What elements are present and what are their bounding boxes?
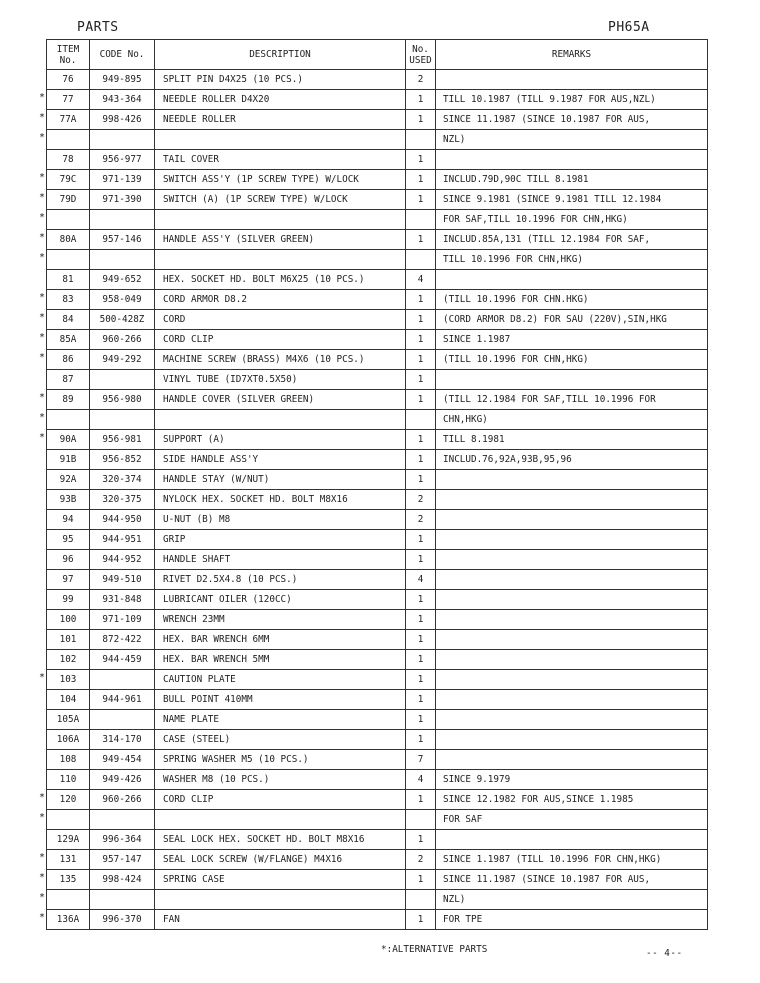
alternative-part-marker: * (38, 192, 46, 203)
code-no-cell (90, 890, 155, 910)
no-used-cell: 1 (406, 690, 436, 710)
table-header-row (47, 40, 708, 70)
item-no-cell (47, 810, 90, 830)
item-no-cell: 96 (47, 550, 90, 570)
no-used-cell: 1 (406, 550, 436, 570)
table-row (47, 650, 708, 670)
table-row (47, 350, 708, 370)
description-cell: CAUTION PLATE (155, 670, 406, 690)
description-cell (155, 250, 406, 270)
alternative-part-marker: * (38, 312, 46, 323)
description-cell: LUBRICANT OILER (120CC) (155, 590, 406, 610)
no-used-cell: 2 (406, 490, 436, 510)
no-used-cell: 1 (406, 730, 436, 750)
code-no-cell: 949-510 (90, 570, 155, 590)
remarks-cell (436, 470, 708, 490)
no-used-cell: 1 (406, 390, 436, 410)
remarks-cell (436, 550, 708, 570)
table-row (47, 490, 708, 510)
no-used-cell: 1 (406, 110, 436, 130)
code-no-cell: 944-459 (90, 650, 155, 670)
description-cell: GRIP (155, 530, 406, 550)
item-no-cell: 76 (47, 70, 90, 90)
no-used-cell: 2 (406, 70, 436, 90)
description-cell: CORD CLIP (155, 790, 406, 810)
no-used-cell (406, 410, 436, 430)
code-no-cell: 971-139 (90, 170, 155, 190)
item-no-cell: 89 (47, 390, 90, 410)
remarks-cell: FOR SAF (436, 810, 708, 830)
no-used-cell (406, 210, 436, 230)
alternative-part-marker: * (38, 892, 46, 903)
table-row (47, 670, 708, 690)
alternative-part-marker: * (38, 812, 46, 823)
remarks-cell: (CORD ARMOR D8.2) FOR SAU (220V),SIN,HKG (436, 310, 708, 330)
table-row (47, 870, 708, 890)
no-used-cell (406, 130, 436, 150)
table-row (47, 530, 708, 550)
description-cell: HEX. BAR WRENCH 5MM (155, 650, 406, 670)
no-used-cell (406, 250, 436, 270)
item-no-cell: 95 (47, 530, 90, 550)
code-no-cell: 957-147 (90, 850, 155, 870)
alternative-part-marker: * (38, 392, 46, 403)
item-no-cell: 86 (47, 350, 90, 370)
remarks-cell: SINCE 1.1987 (TILL 10.1996 FOR CHN,HKG) (436, 850, 708, 870)
table-row (47, 550, 708, 570)
remarks-cell (436, 610, 708, 630)
code-no-cell: 943-364 (90, 90, 155, 110)
description-cell: HANDLE STAY (W/NUT) (155, 470, 406, 490)
code-no-cell: 996-370 (90, 910, 155, 930)
no-used-cell: 1 (406, 650, 436, 670)
item-no-cell: 108 (47, 750, 90, 770)
col-no-used: No. USED (406, 40, 436, 70)
description-cell: SWITCH (A) (1P SCREW TYPE) W/LOCK (155, 190, 406, 210)
description-cell: CORD CLIP (155, 330, 406, 350)
remarks-cell: INCLUD.76,92A,93B,95,96 (436, 450, 708, 470)
no-used-cell: 1 (406, 470, 436, 490)
description-cell: TAIL COVER (155, 150, 406, 170)
code-no-cell (90, 210, 155, 230)
footnote-alternative-parts: *:ALTERNATIVE PARTS (381, 944, 488, 955)
item-no-cell: 84 (47, 310, 90, 330)
table-row (47, 370, 708, 390)
col-description: DESCRIPTION (155, 40, 406, 70)
code-no-cell: 949-454 (90, 750, 155, 770)
remarks-cell: SINCE 12.1982 FOR AUS,SINCE 1.1985 (436, 790, 708, 810)
description-cell: SWITCH ASS'Y (1P SCREW TYPE) W/LOCK (155, 170, 406, 190)
description-cell: SPLIT PIN D4X25 (10 PCS.) (155, 70, 406, 90)
description-cell (155, 410, 406, 430)
no-used-cell: 1 (406, 190, 436, 210)
remarks-cell: (TILL 12.1984 FOR SAF,TILL 10.1996 FOR (436, 390, 708, 410)
alternative-part-marker: * (38, 872, 46, 883)
table-row (47, 690, 708, 710)
alternative-part-marker: * (38, 212, 46, 223)
item-no-cell: 77 (47, 90, 90, 110)
remarks-cell (436, 370, 708, 390)
code-no-cell: 960-266 (90, 790, 155, 810)
code-no-cell: 944-952 (90, 550, 155, 570)
code-no-cell: 957-146 (90, 230, 155, 250)
item-no-cell: 81 (47, 270, 90, 290)
remarks-cell: TILL 10.1996 FOR CHN,HKG) (436, 250, 708, 270)
description-cell: HEX. BAR WRENCH 6MM (155, 630, 406, 650)
table-row (47, 610, 708, 630)
item-no-cell: 99 (47, 590, 90, 610)
alternative-part-marker: * (38, 252, 46, 263)
code-no-cell: 998-426 (90, 110, 155, 130)
no-used-cell: 1 (406, 430, 436, 450)
item-no-cell: 120 (47, 790, 90, 810)
remarks-cell: INCLUD.79D,90C TILL 8.1981 (436, 170, 708, 190)
item-no-cell: 92A (47, 470, 90, 490)
parts-rows (47, 70, 708, 930)
col-remarks: REMARKS (436, 40, 708, 70)
alternative-part-marker: * (38, 352, 46, 363)
code-no-cell: 956-980 (90, 390, 155, 410)
item-no-cell: 78 (47, 150, 90, 170)
no-used-cell: 7 (406, 750, 436, 770)
no-used-cell: 4 (406, 270, 436, 290)
no-used-cell: 1 (406, 630, 436, 650)
table-row (47, 470, 708, 490)
table-row (47, 70, 708, 90)
no-used-cell: 1 (406, 330, 436, 350)
code-no-cell: 944-951 (90, 530, 155, 550)
description-cell: U-NUT (B) M8 (155, 510, 406, 530)
description-cell: FAN (155, 910, 406, 930)
table-row (47, 710, 708, 730)
item-no-cell: 106A (47, 730, 90, 750)
col-item-no: ITEM No. (47, 40, 90, 70)
item-no-cell: 104 (47, 690, 90, 710)
item-no-cell: 136A (47, 910, 90, 930)
alternative-part-marker: * (38, 672, 46, 683)
table-row (47, 230, 708, 250)
alternative-part-marker: * (38, 332, 46, 343)
table-row (47, 190, 708, 210)
no-used-cell (406, 890, 436, 910)
no-used-cell: 1 (406, 450, 436, 470)
description-cell: CORD (155, 310, 406, 330)
no-used-cell: 1 (406, 710, 436, 730)
item-no-cell: 77A (47, 110, 90, 130)
remarks-cell (436, 510, 708, 530)
code-no-cell: 956-977 (90, 150, 155, 170)
table-row (47, 310, 708, 330)
description-cell: HEX. SOCKET HD. BOLT M6X25 (10 PCS.) (155, 270, 406, 290)
description-cell: RIVET D2.5X4.8 (10 PCS.) (155, 570, 406, 590)
table-row (47, 90, 708, 110)
table-row (47, 390, 708, 410)
remarks-cell: (TILL 10.1996 FOR CHN,HKG) (436, 350, 708, 370)
remarks-cell (436, 670, 708, 690)
code-no-cell (90, 250, 155, 270)
alternative-part-marker: * (38, 292, 46, 303)
alternative-part-marker: * (38, 172, 46, 183)
table-row (47, 330, 708, 350)
code-no-cell (90, 370, 155, 390)
item-no-cell: 102 (47, 650, 90, 670)
item-no-cell: 103 (47, 670, 90, 690)
description-cell (155, 810, 406, 830)
no-used-cell: 2 (406, 850, 436, 870)
code-no-cell (90, 130, 155, 150)
description-cell: SUPPORT (A) (155, 430, 406, 450)
remarks-cell: SINCE 11.1987 (SINCE 10.1987 FOR AUS, (436, 870, 708, 890)
item-no-cell: 90A (47, 430, 90, 450)
no-used-cell: 1 (406, 790, 436, 810)
table-row (47, 430, 708, 450)
code-no-cell: 960-266 (90, 330, 155, 350)
alternative-part-marker: * (38, 412, 46, 423)
no-used-cell: 1 (406, 610, 436, 630)
code-no-cell: 949-652 (90, 270, 155, 290)
code-no-cell (90, 410, 155, 430)
remarks-cell (436, 530, 708, 550)
remarks-cell: FOR SAF,TILL 10.1996 FOR CHN,HKG) (436, 210, 708, 230)
description-cell: SIDE HANDLE ASS'Y (155, 450, 406, 470)
alternative-part-marker: * (38, 92, 46, 103)
alternative-part-marker: * (38, 912, 46, 923)
table-row (47, 410, 708, 430)
item-no-cell: 101 (47, 630, 90, 650)
table-row (47, 790, 708, 810)
alternative-part-marker: * (38, 792, 46, 803)
code-no-cell: 500-428Z (90, 310, 155, 330)
item-no-cell: 93B (47, 490, 90, 510)
alternative-part-marker: * (38, 232, 46, 243)
description-cell: NEEDLE ROLLER (155, 110, 406, 130)
remarks-cell (436, 690, 708, 710)
item-no-cell: 131 (47, 850, 90, 870)
remarks-cell (436, 490, 708, 510)
table-row (47, 170, 708, 190)
table-row (47, 890, 708, 910)
remarks-cell (436, 270, 708, 290)
table-row (47, 810, 708, 830)
remarks-cell: TILL 8.1981 (436, 430, 708, 450)
no-used-cell: 1 (406, 90, 436, 110)
code-no-cell: 958-049 (90, 290, 155, 310)
remarks-cell (436, 710, 708, 730)
page-number: -- 4-- (646, 948, 683, 959)
table-row (47, 450, 708, 470)
remarks-cell (436, 830, 708, 850)
no-used-cell: 1 (406, 170, 436, 190)
description-cell: SPRING CASE (155, 870, 406, 890)
no-used-cell: 1 (406, 530, 436, 550)
remarks-cell: SINCE 9.1979 (436, 770, 708, 790)
code-no-cell (90, 670, 155, 690)
item-no-cell: 79D (47, 190, 90, 210)
alternative-part-marker: * (38, 132, 46, 143)
item-no-cell: 97 (47, 570, 90, 590)
item-no-cell: 100 (47, 610, 90, 630)
remarks-cell (436, 730, 708, 750)
no-used-cell: 2 (406, 510, 436, 530)
remarks-cell (436, 590, 708, 610)
table-row (47, 110, 708, 130)
remarks-cell (436, 750, 708, 770)
item-no-cell: 79C (47, 170, 90, 190)
no-used-cell (406, 810, 436, 830)
description-cell: WRENCH 23MM (155, 610, 406, 630)
table-row (47, 590, 708, 610)
table-row (47, 130, 708, 150)
no-used-cell: 1 (406, 310, 436, 330)
table-row (47, 770, 708, 790)
no-used-cell: 1 (406, 670, 436, 690)
description-cell: SPRING WASHER M5 (10 PCS.) (155, 750, 406, 770)
alternative-part-marker: * (38, 432, 46, 443)
table-row (47, 570, 708, 590)
code-no-cell: 949-426 (90, 770, 155, 790)
description-cell: VINYL TUBE (ID7XT0.5X50) (155, 370, 406, 390)
no-used-cell: 1 (406, 350, 436, 370)
description-cell: SEAL LOCK SCREW (W/FLANGE) M4X16 (155, 850, 406, 870)
table-row (47, 750, 708, 770)
code-no-cell: 996-364 (90, 830, 155, 850)
description-cell (155, 210, 406, 230)
table-row (47, 210, 708, 230)
code-no-cell (90, 810, 155, 830)
item-no-cell: 91B (47, 450, 90, 470)
code-no-cell: 944-950 (90, 510, 155, 530)
code-no-cell: 320-374 (90, 470, 155, 490)
parts-table (46, 39, 708, 930)
code-no-cell: 998-424 (90, 870, 155, 890)
code-no-cell: 944-961 (90, 690, 155, 710)
alternative-part-marker: * (38, 112, 46, 123)
remarks-cell (436, 150, 708, 170)
description-cell: SEAL LOCK HEX. SOCKET HD. BOLT M8X16 (155, 830, 406, 850)
description-cell: NEEDLE ROLLER D4X20 (155, 90, 406, 110)
remarks-cell: INCLUD.85A,131 (TILL 12.1984 FOR SAF, (436, 230, 708, 250)
table-row (47, 270, 708, 290)
item-no-cell (47, 130, 90, 150)
description-cell: HANDLE SHAFT (155, 550, 406, 570)
item-no-cell: 94 (47, 510, 90, 530)
no-used-cell: 1 (406, 830, 436, 850)
no-used-cell: 1 (406, 910, 436, 930)
description-cell: MACHINE SCREW (BRASS) M4X6 (10 PCS.) (155, 350, 406, 370)
remarks-cell: FOR TPE (436, 910, 708, 930)
remarks-cell: SINCE 11.1987 (SINCE 10.1987 FOR AUS, (436, 110, 708, 130)
code-no-cell: 949-292 (90, 350, 155, 370)
code-no-cell (90, 710, 155, 730)
description-cell: BULL POINT 410MM (155, 690, 406, 710)
no-used-cell: 1 (406, 150, 436, 170)
code-no-cell: 971-109 (90, 610, 155, 630)
item-no-cell (47, 410, 90, 430)
item-no-cell: 87 (47, 370, 90, 390)
no-used-cell: 1 (406, 230, 436, 250)
item-no-cell: 135 (47, 870, 90, 890)
no-used-cell: 1 (406, 290, 436, 310)
remarks-cell: NZL) (436, 890, 708, 910)
table-row (47, 150, 708, 170)
remarks-cell (436, 70, 708, 90)
alternative-part-marker: * (38, 852, 46, 863)
no-used-cell: 1 (406, 870, 436, 890)
remarks-cell: SINCE 1.1987 (436, 330, 708, 350)
table-row (47, 290, 708, 310)
item-no-cell (47, 210, 90, 230)
item-no-cell: 105A (47, 710, 90, 730)
description-cell: HANDLE ASS'Y (SILVER GREEN) (155, 230, 406, 250)
no-used-cell: 4 (406, 570, 436, 590)
table-row (47, 830, 708, 850)
description-cell: NAME PLATE (155, 710, 406, 730)
item-no-cell: 83 (47, 290, 90, 310)
remarks-cell (436, 630, 708, 650)
table-row (47, 510, 708, 530)
description-cell: WASHER M8 (10 PCS.) (155, 770, 406, 790)
description-cell: HANDLE COVER (SILVER GREEN) (155, 390, 406, 410)
remarks-cell (436, 650, 708, 670)
table-row (47, 850, 708, 870)
code-no-cell: 314-170 (90, 730, 155, 750)
code-no-cell: 949-895 (90, 70, 155, 90)
table-row (47, 910, 708, 930)
remarks-cell: SINCE 9.1981 (SINCE 9.1981 TILL 12.1984 (436, 190, 708, 210)
description-cell: CORD ARMOR D8.2 (155, 290, 406, 310)
item-no-cell: 110 (47, 770, 90, 790)
table-row (47, 730, 708, 750)
code-no-cell: 971-390 (90, 190, 155, 210)
code-no-cell: 956-981 (90, 430, 155, 450)
item-no-cell (47, 890, 90, 910)
item-no-cell: 129A (47, 830, 90, 850)
remarks-cell (436, 570, 708, 590)
remarks-cell: TILL 10.1987 (TILL 9.1987 FOR AUS,NZL) (436, 90, 708, 110)
description-cell (155, 130, 406, 150)
description-cell (155, 890, 406, 910)
section-title: PARTS (77, 20, 119, 35)
code-no-cell: 956-852 (90, 450, 155, 470)
description-cell: NYLOCK HEX. SOCKET HD. BOLT M8X16 (155, 490, 406, 510)
no-used-cell: 4 (406, 770, 436, 790)
item-no-cell: 80A (47, 230, 90, 250)
code-no-cell: 931-848 (90, 590, 155, 610)
no-used-cell: 1 (406, 590, 436, 610)
table-row (47, 630, 708, 650)
item-no-cell (47, 250, 90, 270)
model-number: PH65A (608, 20, 650, 35)
remarks-cell: NZL) (436, 130, 708, 150)
code-no-cell: 872-422 (90, 630, 155, 650)
remarks-cell: CHN,HKG) (436, 410, 708, 430)
item-no-cell: 85A (47, 330, 90, 350)
description-cell: CASE (STEEL) (155, 730, 406, 750)
col-code-no: CODE No. (90, 40, 155, 70)
code-no-cell: 320-375 (90, 490, 155, 510)
remarks-cell: (TILL 10.1996 FOR CHN.HKG) (436, 290, 708, 310)
table-row (47, 250, 708, 270)
no-used-cell: 1 (406, 370, 436, 390)
